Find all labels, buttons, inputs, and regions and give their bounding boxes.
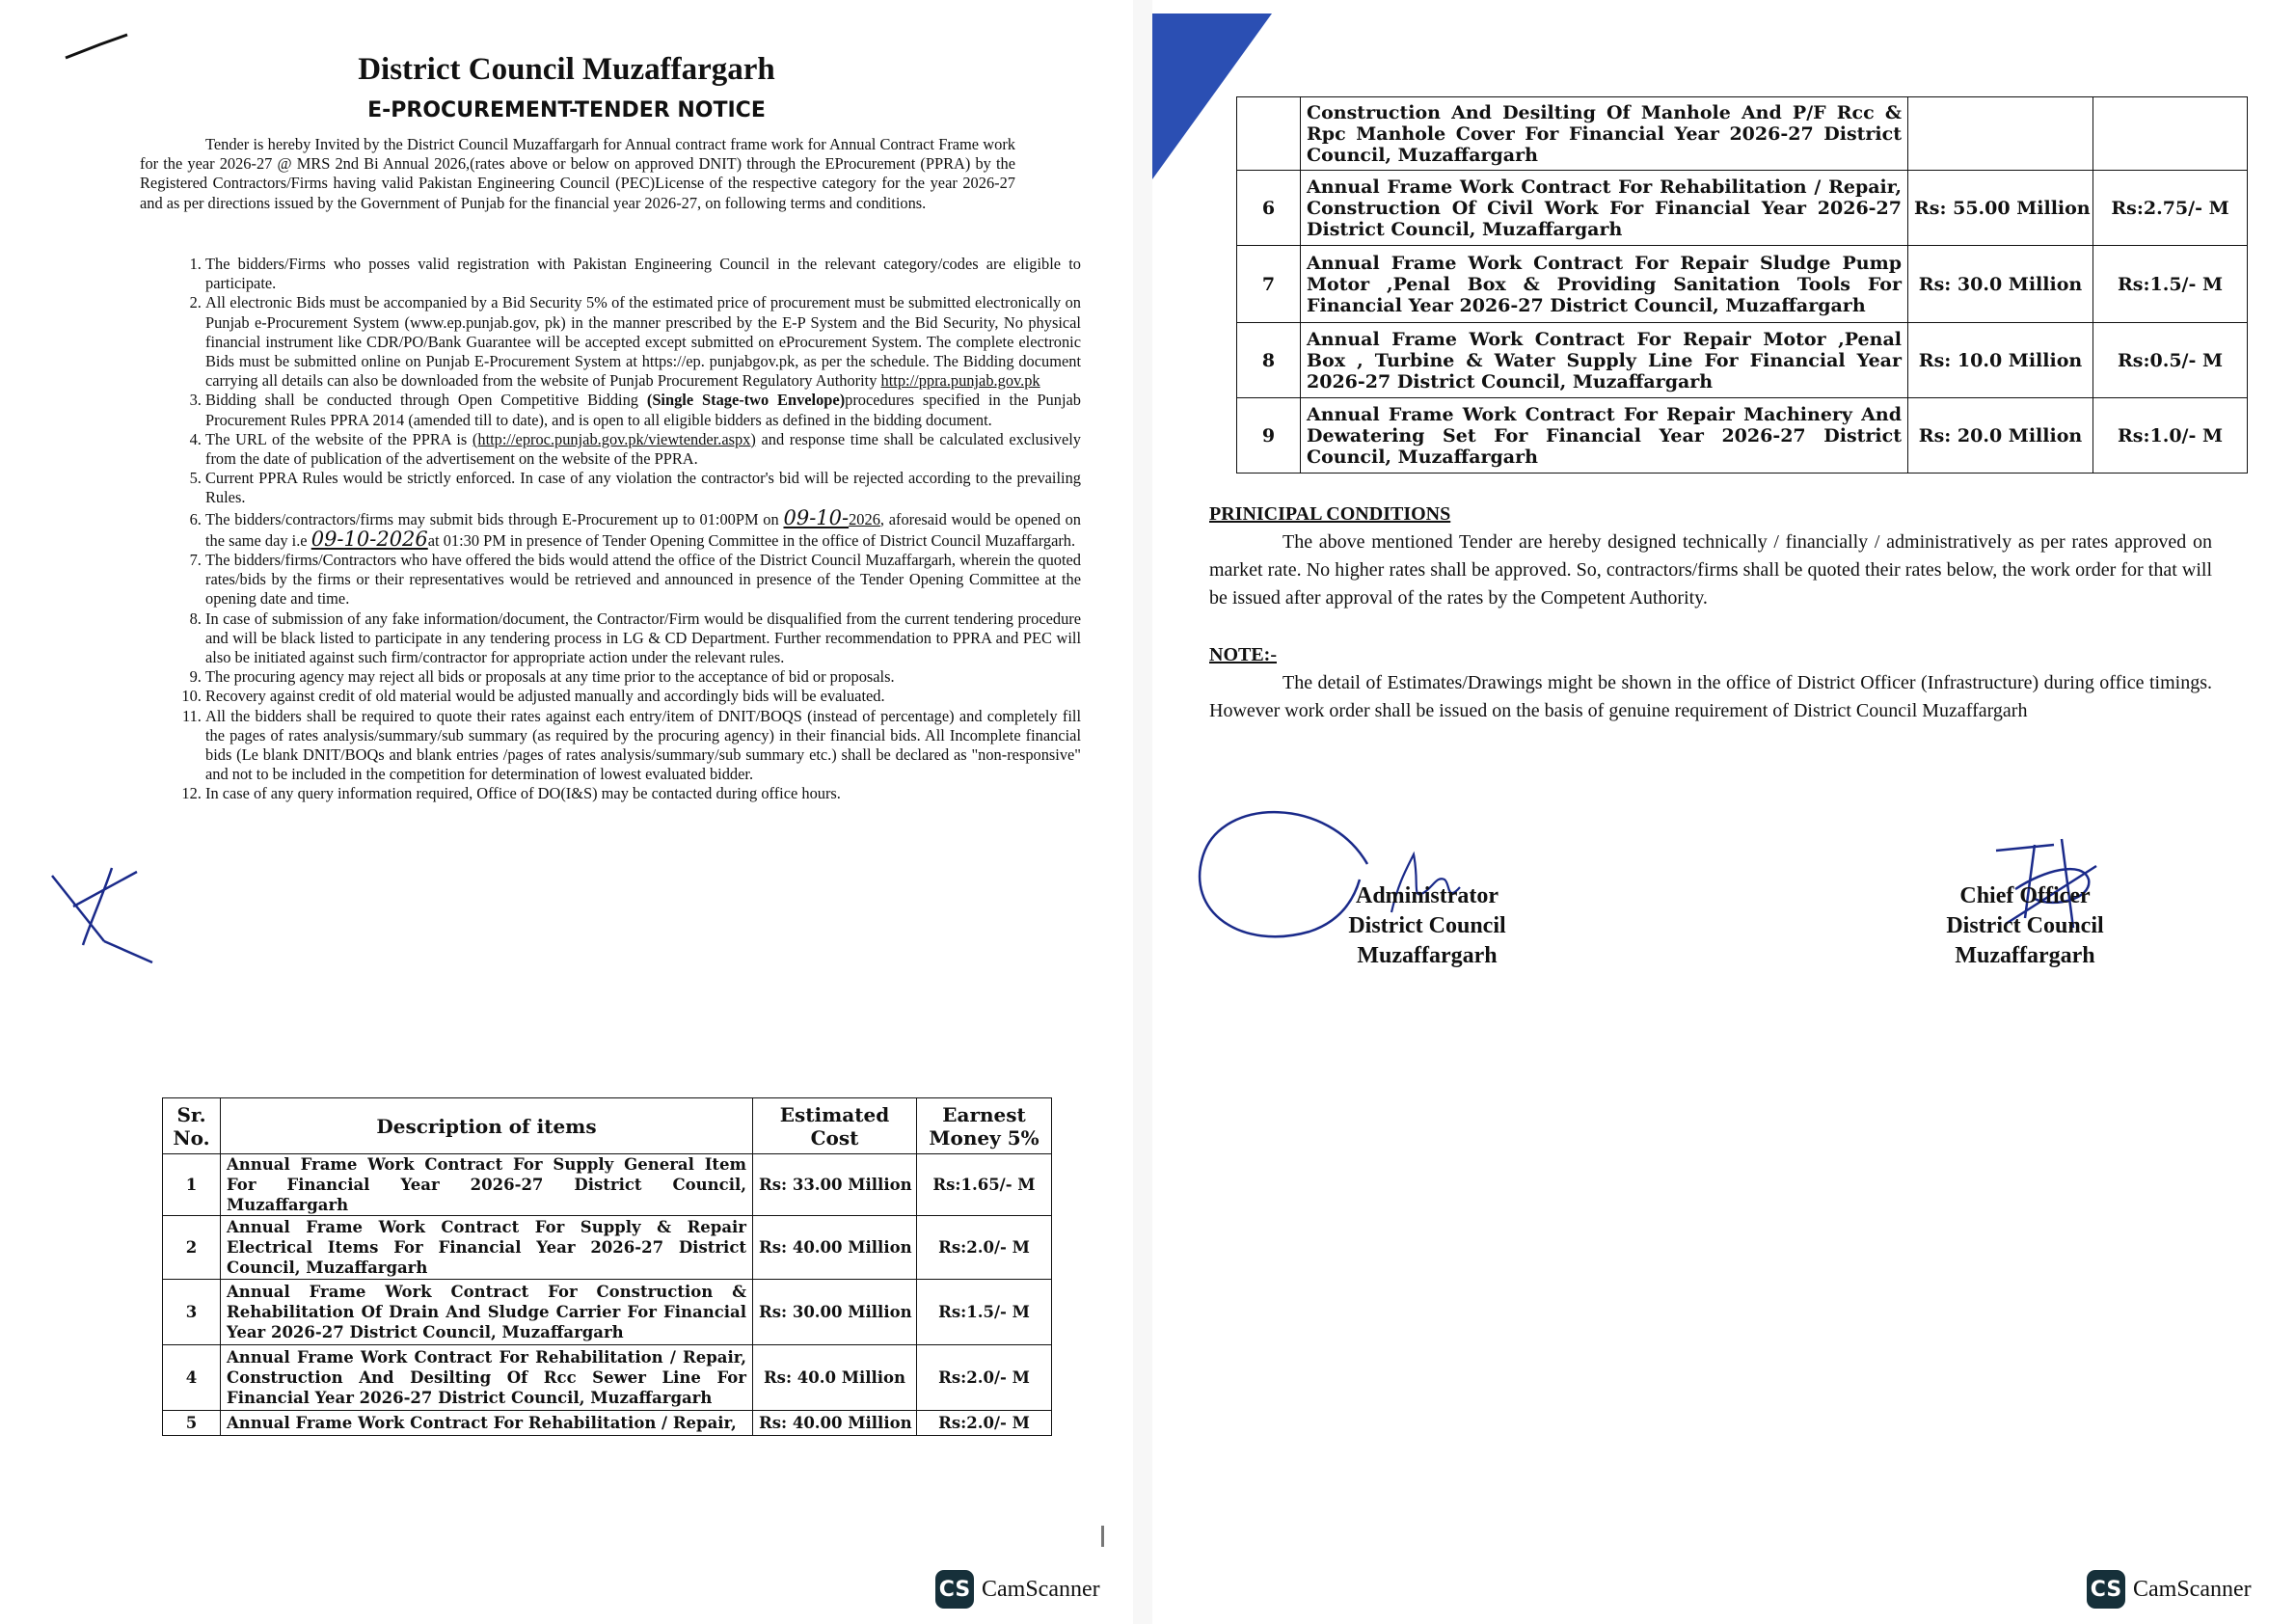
header-sr: Sr. No. <box>163 1098 221 1154</box>
table-header-row <box>163 1098 1052 1154</box>
table-row: 5 Annual Frame Work Contract For Rehabilitation / Repair, Rs: 40.00 Million Rs:2.0/- M <box>163 1411 1052 1436</box>
camscanner-watermark: CS CamScanner <box>2087 1570 2252 1609</box>
term-item: 4. The URL of the website of the PPRA is (http://eproc.punjab.gov.pk/viewtender.aspx) and response time shall be calculated exclusively from the date of publication of the advertisement on the website of the PPRA. <box>205 430 1081 469</box>
note-text: The detail of Estimates/Drawings might be shown in the office of District Officer (Infrastructure) during office timings. However work order shall be issued on the basis of genuine requirement of District Council Muzaffargarh <box>1209 672 2212 721</box>
note-heading: NOTE:- <box>1209 644 1277 665</box>
principal-conditions-heading: PRINICIPAL CONDITIONS <box>1209 503 1451 525</box>
left-page <box>0 0 1133 1624</box>
handwritten-date: 09-10- <box>783 505 850 529</box>
principal-conditions-text: The above mentioned Tender are hereby designed technically / financially / administratively as per rates approved on market rate. No higher rates shall be approved. So, contractors/firms shall be quoted their rates below, the work order for that will be issued after approval of the rates by the Competent Authority. <box>1209 531 2212 609</box>
term-item: 1. The bidders/Firms who posses valid registration with Pakistan Engineering Council in the relevant category/codes are eligible to participate. <box>205 255 1081 293</box>
term-item: 3. Bidding shall be conducted through Open Competitive Bidding (Single Stage-two Envelope)procedures specified in the Punjab Procurement Rules PPRA 2014 (amended till to date), and is open to all eligible bidders as defined in the bidding document. <box>205 391 1081 429</box>
handwritten-date: 09-10-2026 <box>310 527 428 551</box>
table-row: 3 Annual Frame Work Contract For Construction & Rehabilitation Of Drain And Sludge Carrier For Financial Year 2026-27 District Council, Muzaffargarh Rs: 30.00 Million Rs:1.5/- M <box>163 1280 1052 1345</box>
intro-paragraph: Tender is hereby Invited by the District Council Muzaffargarh for Annual contract frame work for Annual Contract Frame work for the year 2026-27 @ MRS 2nd Bi Annual 2026,(rates above or below on approved DNIT) through the EProcurement (PPRA) by the Registered Contractors/Firms having valid Pakistan Engineering Council (PEC)License of the respective category for the year 2026-27 and as per directions issued by the Government of Punjab for the financial year 2026-27, on following terms and conditions. <box>140 135 1015 212</box>
administrator-signatory: Administrator District Council Muzaffargarh <box>1348 883 1506 968</box>
term-item: 6. The bidders/contractors/firms may submit bids through E-Procurement up to 01:00PM on 09-10-2026, aforesaid would be opened on the same day i.e 09-10-2026at 01:30 PM in presence of Tender Opening Committee in the office of District Council Muzaffargarh. <box>205 508 1081 551</box>
header-estimated-cost: Estimated Cost <box>753 1098 917 1154</box>
term-item: 7. The bidders/firms/Contractors who have offered the bids would attend the office of the District Council Muzaffargarh, wherein the quoted rates/bids by the firms or their representatives would be retrieved and announced in presence of the Tender Opening Committee at the opening date and time. <box>205 551 1081 609</box>
notice-title: District Council Muzaffargarh <box>358 52 775 87</box>
header-description: Description of items <box>221 1098 753 1154</box>
term-item: 9. The procuring agency may reject all bids or proposals at any time prior to the acceptance of bid or proposals. <box>205 667 1081 687</box>
table-row: 7 Annual Frame Work Contract For Repair Sludge Pump Motor ,Penal Box & Providing Sanitation Tools For Financial Year 2026-27 District Council, Muzaffargarh Rs: 30.0 Million Rs:1.5/- M <box>1237 246 2248 323</box>
pen-tick-mark <box>44 849 160 964</box>
table-row: 2 Annual Frame Work Contract For Supply & Repair Electrical Items For Financial Year 2026-27 District Council, Muzaffargarh Rs: 40.00 Million Rs:2.0/- M <box>163 1216 1052 1280</box>
table-row: 6 Annual Frame Work Contract For Rehabilitation / Repair, Construction Of Civil Work For Financial Year 2026-27 District Council, Muzaffargarh Rs: 55.00 Million Rs:2.75/- M <box>1237 171 2248 246</box>
page-gutter <box>1133 0 1152 1624</box>
camscanner-logo-icon: CS <box>2087 1570 2125 1609</box>
table-row: 8 Annual Frame Work Contract For Repair Motor ,Penal Box , Turbine & Water Supply Line For Financial Year 2026-27 District Council, Muzaffargarh Rs: 10.0 Million Rs:0.5/- M <box>1237 323 2248 398</box>
header-earnest-money: Earnest Money 5% <box>917 1098 1052 1154</box>
table-row: 1 Annual Frame Work Contract For Supply General Item For Financial Year 2026-27 District Council, Muzaffargarh Rs: 33.00 Million Rs:1.65/- M <box>163 1154 1052 1216</box>
term-item: 8. In case of submission of any fake information/document, the Contractor/Firm would be disqualified from the current tendering procedure and will be black listed to participate in any tendering process in LG & CD Department. Further recommendation to PPRA and PEC will also be initiated against such firm/contractor for appropriate action under the relevant rules. <box>205 609 1081 668</box>
ppra-link[interactable]: http://ppra.punjab.gov.pk <box>880 371 1040 391</box>
term-item: 10. Recovery against credit of old material would be adjusted manually and accordingly bids will be evaluated. <box>205 687 1081 706</box>
terms-list <box>140 255 1081 804</box>
term-item: 2. All electronic Bids must be accompanied by a Bid Security 5% of the estimated price of procurement must be submitted electronically on Punjab e-Procurement System (www.ep.punjab.gov, pk) in the manner prescribed by the E-P System and the Bid Security, No physical financial instrument like CDR/PO/Bank Guarantee will be accepted except submitted on eProcurement System. The complete electronic Bids must be submitted online on Punjab E-Procurement System at https://ep. punjabgov.pk, as per the schedule. The Bidding document carrying all details can also be downloaded from the website of Punjab Procurement Regulatory Authority http://ppra.punjab.gov.pk <box>205 293 1081 391</box>
camscanner-logo-icon: CS <box>935 1570 974 1609</box>
notice-subtitle: E-PROCUREMENT-TENDER NOTICE <box>367 98 766 122</box>
table-row: 4 Annual Frame Work Contract For Rehabilitation / Repair, Construction And Desilting Of Rcc Sewer Line For Financial Year 2026-27 District Council, Muzaffargarh Rs: 40.0 Million Rs:2.0/- M <box>163 1345 1052 1411</box>
scan-edge-mark <box>1101 1526 1104 1547</box>
tender-items-table <box>162 1097 1052 1436</box>
table-row: Construction And Desilting Of Manhole And P/F Rcc & Rpc Manhole Cover For Financial Year 2026-27 District Council, Muzaffargarh <box>1237 97 2248 171</box>
tender-items-table-continued <box>1236 96 2248 474</box>
table-row: 9 Annual Frame Work Contract For Repair Machinery And Dewatering Set For Financial Year 2026-27 District Council, Muzaffargarh Rs: 20.0 Million Rs:1.0/- M <box>1237 398 2248 474</box>
camscanner-watermark: CS CamScanner <box>935 1570 1100 1609</box>
term-item: 11. All the bidders shall be required to quote their rates against each entry/item of DNIT/BOQS (instead of percentage) and completely fill the pages of rates analysis/summary/sub summary (as required by the procuring agency) in their financial bids. All Incomplete financial bids (Le blank DNIT/BOQs and blank entries /pages of rates analysis/summary/sub summary etc.) shall be declared as "non-responsive" and not to be included in the competition for determination of lowest evaluated bidder. <box>205 707 1081 785</box>
term-item: 5. Current PPRA Rules would be strictly enforced. In case of any violation the contractor's bid will be rejected according to the prevailing Rules. <box>205 469 1081 507</box>
chief-officer-signatory: Chief Officer District Council Muzaffargarh <box>1946 883 2104 968</box>
eproc-link[interactable]: (http://eproc.punjab.gov.pk/viewtender.aspx) <box>472 429 756 448</box>
term-item: 12. In case of any query information required, Office of DO(I&S) may be contacted during office hours. <box>205 784 1081 803</box>
